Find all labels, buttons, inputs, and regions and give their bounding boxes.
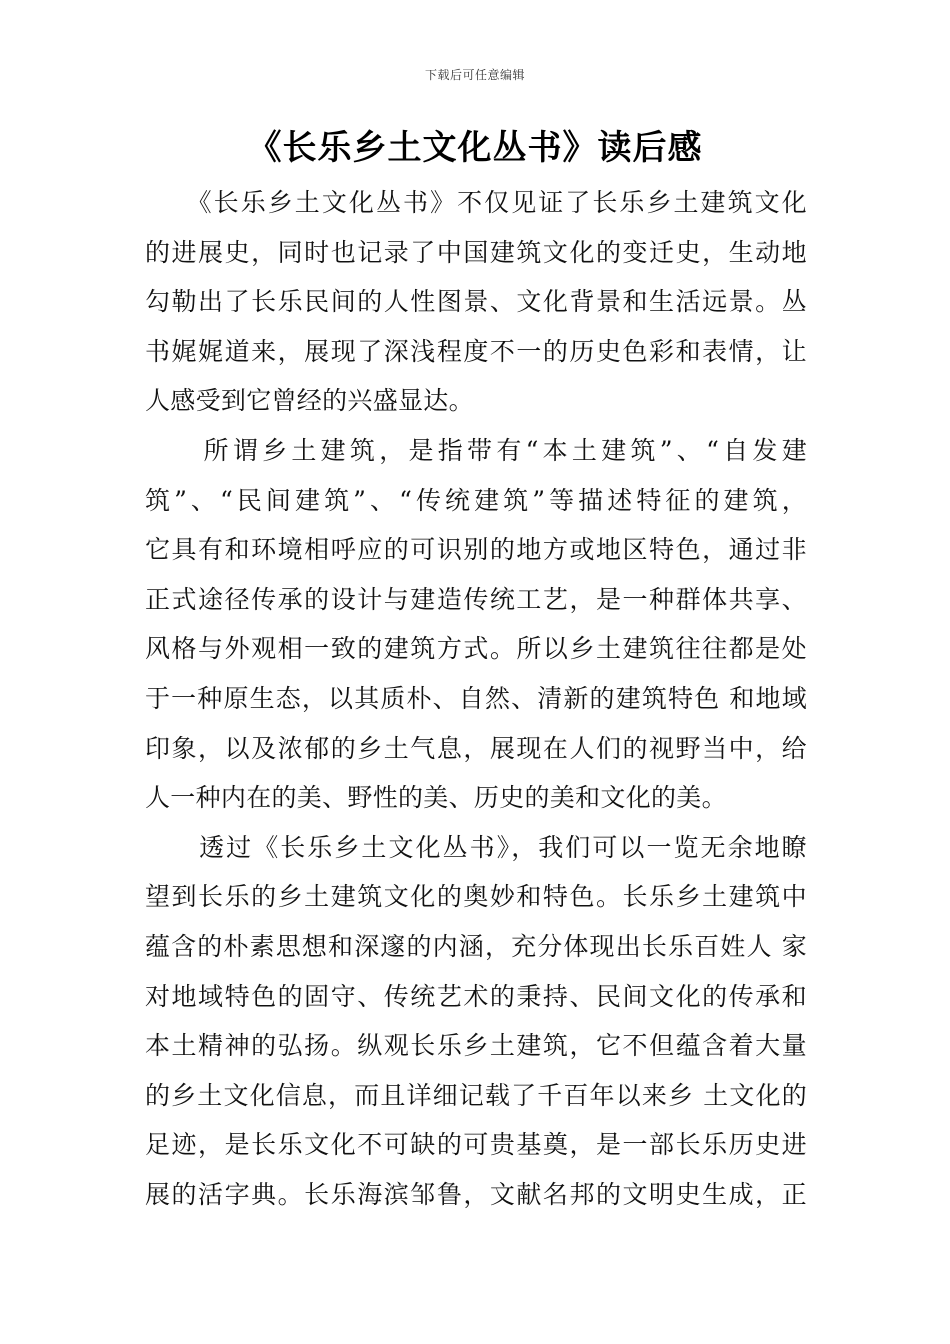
text-line: 本土精神的弘扬。纵观长乐乡土建筑，它不但蕴含着大量 xyxy=(145,1031,807,1061)
document-body xyxy=(145,178,807,1219)
text-line: 所谓乡土建筑，是指带有“本土建筑”、“自发建 xyxy=(145,435,807,465)
text-line: 《长乐乡土文化丛书》不仅见证了长乐乡土建筑文化 xyxy=(145,188,807,217)
text-line: 印象，以及浓郁的乡土气息，展现在人们的视野当中，给 xyxy=(145,733,807,763)
text-line: 它具有和环境相呼应的可识别的地方或地区特色，通过非 xyxy=(145,535,807,565)
text-line: 蕴含的朴素思想和深邃的内涵，充分体现出长乐百姓人 家 xyxy=(145,931,807,961)
header-note: 下载后可任意编辑 xyxy=(424,68,525,82)
text-line: 筑”、“民间建筑”、“传统建筑”等描述特征的建筑， xyxy=(145,485,807,515)
text-line: 望到长乐的乡土建筑文化的奥妙和特色。长乐乡土建筑中 xyxy=(145,882,807,912)
text-line: 风格与外观相一致的建筑方式。所以乡土建筑往往都是处 xyxy=(145,634,807,664)
text-line: 人感受到它曾经的兴盛显达。 xyxy=(145,386,474,416)
text-line: 书娓娓道来，展现了深浅程度不一的历史色彩和表情，让 xyxy=(145,336,807,366)
text-line: 的进展史，同时也记录了中国建筑文化的变迁史，生动地 xyxy=(145,237,807,267)
text-line: 透过《长乐乡土文化丛书》，我们可以一览无余地瞭 xyxy=(145,832,807,862)
text-line: 对地域特色的固守、传统艺术的秉持、民间文化的传承和 xyxy=(145,981,807,1011)
text-line: 的乡土文化信息，而且详细记载了千百年以来乡 土文化的 xyxy=(145,1080,807,1110)
text-line: 正式途径传承的设计与建造传统工艺，是一种群体共享、 xyxy=(145,584,807,614)
text-line: 足迹，是长乐文化不可缺的可贵基奠，是一部长乐历史进 xyxy=(145,1130,807,1160)
text-line: 展的活字典。长乐海滨邹鲁，文献名邦的文明史生成，正 xyxy=(145,1179,807,1209)
text-line: 勾勒出了长乐民间的人性图景、文化背景和生活远景。丛 xyxy=(145,287,807,317)
text-line: 人一种内在的美、野性的美、历史的美和文化的美。 xyxy=(145,783,727,813)
document-title: 《长乐乡土文化丛书》读后感 xyxy=(247,128,703,168)
text-line: 于一种原生态，以其质朴、自然、清新的建筑特色 和地域 xyxy=(145,683,807,713)
